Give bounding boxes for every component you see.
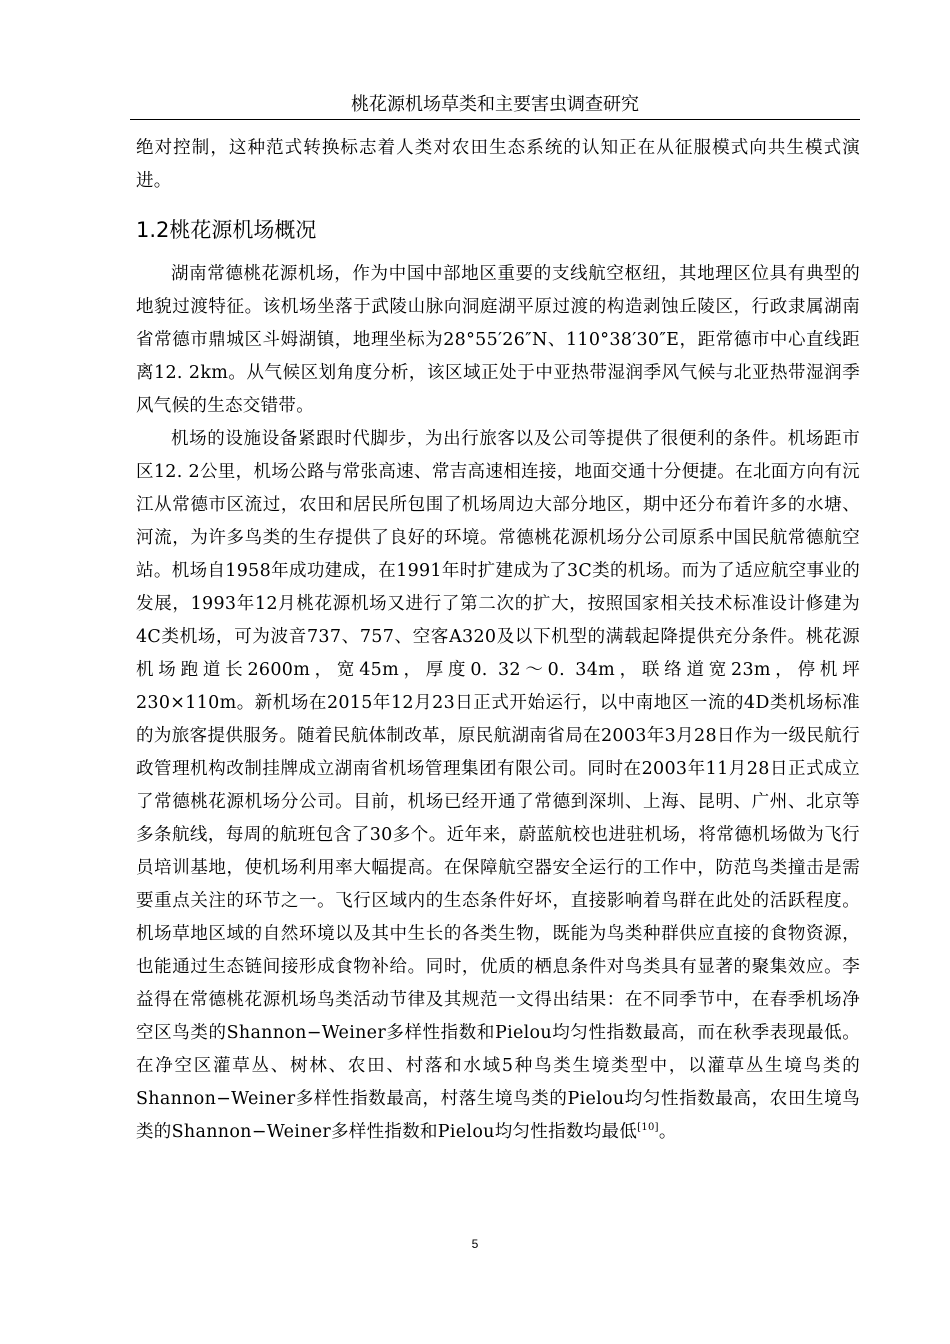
continued-paragraph: 绝对控制，这种范式转换标志着人类对农田生态系统的认知正在从征服模式向共生模式演进。 (136, 138, 860, 191)
paragraph-airport-facilities (136, 423, 860, 1149)
header-rule (130, 119, 860, 120)
section-heading: 1.2桃花源机场概况 (136, 218, 317, 242)
body-text (136, 132, 860, 1149)
running-header: 桃花源机场草类和主要害虫调查研究 (351, 94, 639, 115)
citation-reference[interactable]: [10] (637, 1122, 659, 1133)
paragraph-airport-location: 湖南常德桃花源机场，作为中国中部地区重要的支线航空枢纽，其地理区位具有典型的地貌过渡特征。该机场坐落于武陵山脉向洞庭湖平原过渡的构造剥蚀丘陵区，行政隶属湖南省常德市鼎城区斗姆湖镇，地理坐标为28°55′26″N、110°38′30″E，距常德市中心直线距离12. 2km。从气候区划角度分析，该区域正处于中亚热带湿润季风气候与北亚热带湿润季风气候的生态交错带。 (136, 264, 860, 416)
paragraph-text: 机场的设施设备紧跟时代脚步，为出行旅客以及公司等提供了很便利的条件。机场距市区12. 2公里，机场公路与常张高速、常吉高速相连接，地面交通十分便捷。在北面方向有沅江从常德市区流过，农田和居民所包围了机场周边大部分地区，期中还分布着许多的水塘、河流，为许多鸟类的生存提供了良好的环境。常德桃花源机场分公司原系中国民航常德航空站。机场自1958年成功建成，在1991年时扩建成为了3C类的机场。而为了适应航空事业的发展，1993年12月桃花源机场又进行了第二次的扩大，按照国家相关技术标准设计修建为4C类机场，可为波音737、757、空客A320及以下机型的满载起降提供充分条件。桃花源机场跑道长2600m，宽45m，厚度0. 32～0. 34m，联络道宽23m，停机坪230×110m。新机场在2015年12月23日正式开始运行，以中南地区一流的4D类机场标准的为旅客提供服务。随着民航体制改革，原民航湖南省局在2003年3月28日作为一级民航行政管理机构改制挂牌成立湖南省机场管理集团有限公司。同时在2003年11月28日正式成立了常德桃花源机场分公司。目前，机场已经开通了常德到深圳、上海、昆明、广州、北京等多条航线，每周的航班包含了30多个。近年来，蔚蓝航校也进驻机场，将常德机场做为飞行员培训基地，使机场利用率大幅提高。在保障航空器安全运行的工作中，防范鸟类撞击是需要重点关注的环节之一。飞行区域内的生态条件好坏，直接影响着鸟群在此处的活跃程度。机场草地区域的自然环境以及其中生长的各类生物，既能为鸟类种群供应直接的食物资源，也能通过生态链间接形成食物补给。同时，优质的栖息条件对鸟类具有显著的聚集效应。李益得在常德桃花源机场鸟类活动节律及其规范一文得出结果：在不同季节中，在春季机场净空区鸟类的Shannon−Weiner多样性指数和Pielou均匀性指数最高，而在秋季表现最低。在净空区灌草丛、树林、农田、村落和水域5种鸟类生境类型中，以灌草丛生境鸟类的Shannon−Weiner多样性指数最高，村落生境鸟类的Pielou均匀性指数最高，农田生境鸟类的Shannon−Weiner多样性指数和Pielou均匀性指数均最低 (136, 429, 860, 1142)
paragraph-end-punctuation: 。 (658, 1122, 677, 1142)
page-number: 5 (471, 1237, 479, 1251)
